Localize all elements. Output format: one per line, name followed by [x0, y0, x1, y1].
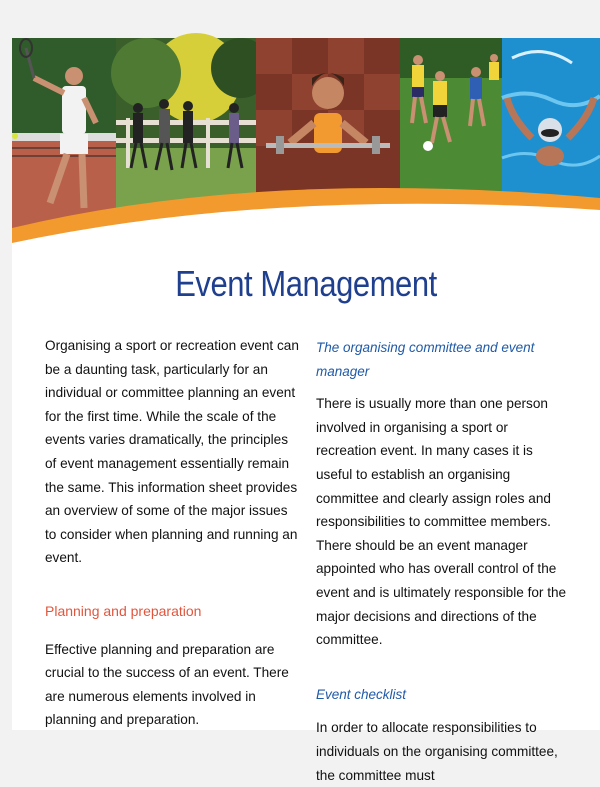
- document-title: Event Management: [175, 263, 437, 304]
- left-column: [45, 334, 300, 732]
- banner-swoosh: [12, 38, 600, 283]
- section-heading-planning: Planning and preparation: [45, 602, 202, 619]
- section-text-committee: There is usually more than one person involved in organising a sport or recreation event. In many cases it is useful to establish an organising committee and clearly assign roles and responsibilities to committee members. There should be an event manager appointed who has overall control of the event and is ultimately responsible for the major decisions and directions of the committee.: [316, 396, 567, 648]
- document-page: [12, 38, 600, 783]
- header-banner: [12, 38, 600, 283]
- section-heading-committee: The organising committee and event manager: [316, 340, 535, 379]
- intro-paragraph: Organising a sport or recreation event can be a daunting task, particularly for an individual or committee planning an event for the first time. While the scale of the events varies dramatically, the principles of event management essentially remain the same. This information sheet provides an overview of some of the major issues to consider when planning and running an event.: [45, 338, 299, 566]
- right-column: [316, 336, 572, 787]
- section-text-planning: Effective planning and preparation are crucial to the success of an event. There are numerous elements involved in planning and preparation.: [45, 641, 289, 728]
- section-heading-checklist: Event checklist: [316, 686, 407, 702]
- section-text-checklist: In order to allocate responsibilities to individuals on the organising committee, the committee must: [316, 720, 558, 783]
